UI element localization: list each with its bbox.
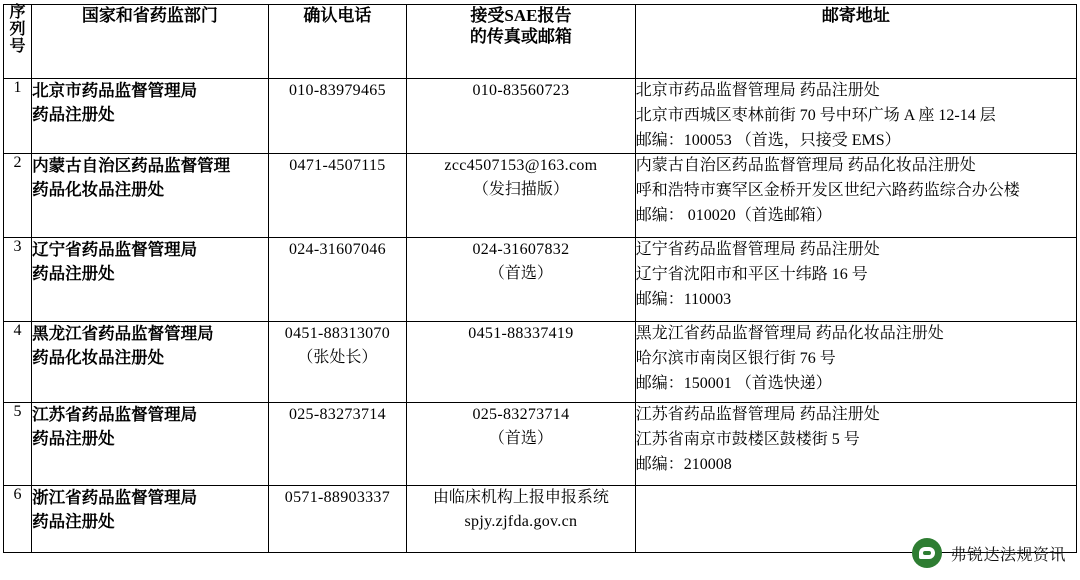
fax-note: （首选） — [488, 265, 553, 283]
cell-phone — [268, 79, 406, 154]
table-header — [4, 5, 1077, 79]
cell-sequence: 4 — [4, 322, 32, 403]
address-line: 呼和浩特市赛罕区金桥开发区世纪六路药监综合办公楼 — [635, 182, 1020, 200]
address-line: 北京市西城区枣林前街 70 号中环广场 A 座 12-14 层 — [635, 106, 996, 124]
cell-sequence: 6 — [4, 486, 32, 553]
regulatory-contacts-table — [3, 4, 1077, 553]
address-line: 内蒙古自治区药品监督管理局 药品化妆品注册处 — [635, 157, 976, 175]
address-line: 邮编： 010020（首选邮箱） — [635, 206, 832, 224]
wechat-logo-icon — [912, 538, 942, 568]
fax-url: spjy.zjfda.gov.cn — [464, 513, 578, 531]
fax-header-line-2: 的传真或邮箱 — [469, 27, 572, 47]
column-header-department: 国家和省药监部门 — [32, 5, 269, 79]
address-line: 邮编：210008 — [635, 455, 732, 473]
address-line: 邮编：100053 （首选，只接受 EMS） — [635, 131, 901, 149]
address-line: 邮编：150001 （首选快递） — [635, 374, 832, 392]
cell-address — [635, 79, 1076, 154]
cell-department — [32, 154, 269, 238]
address-line: 哈尔滨市南岗区银行街 76 号 — [635, 350, 836, 368]
fax-header-line-1: 接受SAE报告 — [470, 6, 572, 25]
seq-char-3: 号 — [9, 37, 26, 55]
department-line: 江苏省药品监督管理局 — [32, 405, 198, 425]
phone-line: 025-83273714 — [288, 406, 386, 424]
cell-phone — [268, 322, 406, 403]
cell-fax-email — [407, 154, 636, 238]
department-line: 药品注册处 — [32, 429, 115, 449]
cell-sequence: 5 — [4, 403, 32, 486]
cell-address — [635, 403, 1076, 486]
column-header-address: 邮寄地址 — [635, 5, 1076, 79]
department-line: 药品化妆品注册处 — [32, 348, 165, 368]
phone-line: 0471-4507115 — [289, 157, 386, 175]
department-line: 浙江省药品监督管理局 — [32, 488, 198, 508]
table-row — [4, 79, 1077, 154]
cell-phone — [268, 486, 406, 553]
cell-sequence: 2 — [4, 154, 32, 238]
department-line: 药品注册处 — [32, 264, 115, 284]
document-page — [0, 4, 1080, 580]
watermark-text: 弗锐达法规资讯 — [950, 546, 1066, 564]
department-line: 药品注册处 — [32, 512, 115, 532]
address-line: 江苏省南京市鼓楼区鼓楼街 5 号 — [635, 431, 860, 449]
cell-fax-email — [407, 403, 636, 486]
department-line: 内蒙古自治区药品监督管理 — [32, 156, 231, 176]
address-line: 邮编：110003 — [635, 290, 732, 308]
fax-line: 0451-88337419 — [468, 325, 574, 343]
table-header-row — [4, 5, 1077, 79]
cell-fax-email — [407, 238, 636, 322]
cell-department — [32, 486, 269, 553]
cell-fax-email — [407, 322, 636, 403]
seq-char-1: 序 — [9, 4, 26, 21]
phone-line: 0451-88313070 — [284, 325, 391, 343]
seq-char-2: 列 — [9, 20, 26, 38]
column-header-fax-email — [407, 5, 636, 79]
cell-phone — [268, 154, 406, 238]
column-header-sequence — [4, 5, 32, 79]
cell-fax-email — [407, 486, 636, 553]
phone-line: 010-83979465 — [288, 82, 386, 99]
department-line: 北京市药品监督管理局 — [32, 81, 198, 100]
address-line: 江苏省药品监督管理局 药品注册处 — [635, 406, 880, 424]
address-line: 北京市药品监督管理局 药品注册处 — [635, 82, 880, 99]
cell-department — [32, 322, 269, 403]
table-body — [4, 79, 1077, 553]
fax-note: （首选） — [488, 430, 553, 448]
cell-phone — [268, 238, 406, 322]
department-line: 黑龙江省药品监督管理局 — [32, 324, 214, 344]
department-line: 药品化妆品注册处 — [32, 180, 165, 200]
table-row — [4, 238, 1077, 322]
fax-line: 024-31607832 — [472, 241, 570, 259]
cell-department — [32, 238, 269, 322]
department-line: 药品注册处 — [32, 104, 115, 124]
cell-address — [635, 154, 1076, 238]
cell-address — [635, 322, 1076, 403]
table-row — [4, 322, 1077, 403]
watermark — [912, 538, 1066, 568]
table-row — [4, 403, 1077, 486]
fax-line: 010-83560723 — [472, 82, 570, 99]
fax-note: 由临床机构上报申报系统 — [432, 489, 609, 507]
cell-phone — [268, 403, 406, 486]
column-header-phone: 确认电话 — [268, 5, 406, 79]
cell-department — [32, 403, 269, 486]
phone-line: 0571-88903337 — [284, 489, 391, 507]
address-line: 黑龙江省药品监督管理局 药品化妆品注册处 — [635, 325, 944, 343]
fax-line: zcc4507153@163.com — [444, 157, 598, 175]
fax-line: 025-83273714 — [472, 406, 570, 424]
phone-line: 024-31607046 — [288, 241, 386, 259]
phone-note: （张处长） — [297, 349, 378, 367]
cell-address — [635, 238, 1076, 322]
department-line: 辽宁省药品监督管理局 — [32, 240, 198, 260]
cell-fax-email — [407, 79, 636, 154]
address-line: 辽宁省药品监督管理局 药品注册处 — [635, 241, 880, 259]
cell-department — [32, 79, 269, 154]
cell-sequence: 1 — [4, 79, 32, 154]
table-row — [4, 154, 1077, 238]
address-line: 辽宁省沈阳市和平区十纬路 16 号 — [635, 266, 868, 284]
cell-sequence: 3 — [4, 238, 32, 322]
fax-note: （发扫描版） — [472, 181, 569, 199]
